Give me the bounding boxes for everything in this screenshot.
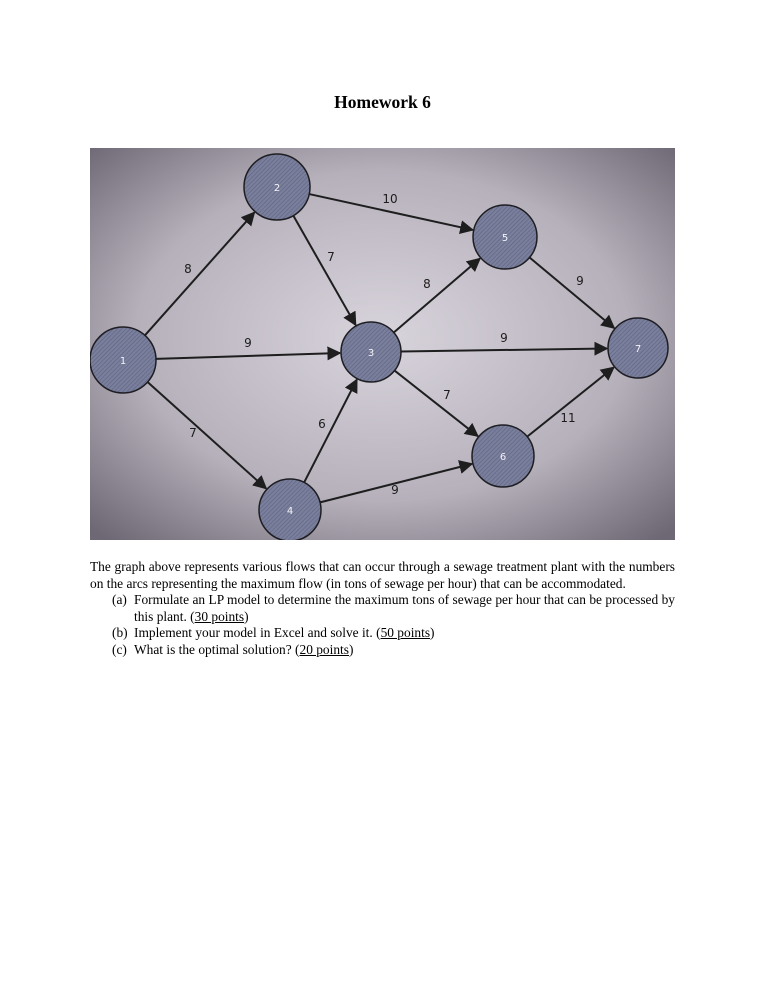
node-label: 3 bbox=[367, 348, 375, 359]
arc-capacity-label: 9 bbox=[391, 483, 399, 497]
arc-capacity-label: 11 bbox=[560, 411, 576, 425]
question-item-c: (c) What is the optimal solution? (20 points) bbox=[112, 641, 354, 657]
node-label: 6 bbox=[499, 452, 507, 463]
question-list bbox=[90, 592, 675, 658]
network-graph-svg bbox=[90, 148, 675, 540]
network-flow-diagram bbox=[90, 148, 675, 540]
arc-capacity-label: 8 bbox=[423, 277, 431, 291]
question-marker: (c) bbox=[112, 641, 127, 657]
arc-capacity-label: 7 bbox=[189, 426, 197, 440]
arc-capacity-label: 6 bbox=[318, 417, 326, 431]
arc-capacity-label: 9 bbox=[576, 274, 584, 288]
question-item-a: (a) Formulate an LP model to determine the maximum tons of sewage per hour that can be processed by this plant. (30 points) bbox=[112, 592, 675, 624]
arc-capacity-label: 10 bbox=[382, 192, 398, 206]
question-text: Formulate an LP model to determine the maximum tons of sewage per hour that can be processed by this plant. bbox=[134, 592, 675, 624]
node-label: 5 bbox=[501, 233, 509, 244]
node-label: 4 bbox=[286, 506, 294, 517]
question-item-b: (b) Implement your model in Excel and solve it. (50 points) bbox=[112, 625, 435, 641]
points-label: 50 points bbox=[380, 625, 431, 641]
node-label: 1 bbox=[119, 356, 127, 367]
question-marker: (a) bbox=[112, 592, 127, 608]
arc-capacity-label: 9 bbox=[500, 331, 508, 345]
arc-capacity-label: 9 bbox=[244, 336, 252, 350]
intro-paragraph: The graph above represents various flows that can occur through a sewage treatment plant with the numbers on the arcs representing the maximum flow (in tons of sewage per hour) that can be accommodated. bbox=[90, 559, 675, 591]
problem-statement bbox=[90, 559, 675, 659]
node-label: 2 bbox=[273, 183, 281, 194]
node-label: 7 bbox=[634, 344, 642, 355]
question-text: What is the optimal solution? bbox=[134, 641, 292, 657]
page-title: Homework 6 bbox=[334, 92, 431, 112]
arc-capacity-label: 7 bbox=[443, 388, 451, 402]
question-marker: (b) bbox=[112, 625, 128, 641]
arc-capacity-label: 7 bbox=[327, 250, 335, 264]
points-label: 30 points bbox=[194, 608, 245, 624]
question-text: Implement your model in Excel and solve it. bbox=[134, 625, 373, 641]
points-label: 20 points bbox=[299, 641, 349, 657]
arc-capacity-label: 8 bbox=[184, 262, 192, 276]
